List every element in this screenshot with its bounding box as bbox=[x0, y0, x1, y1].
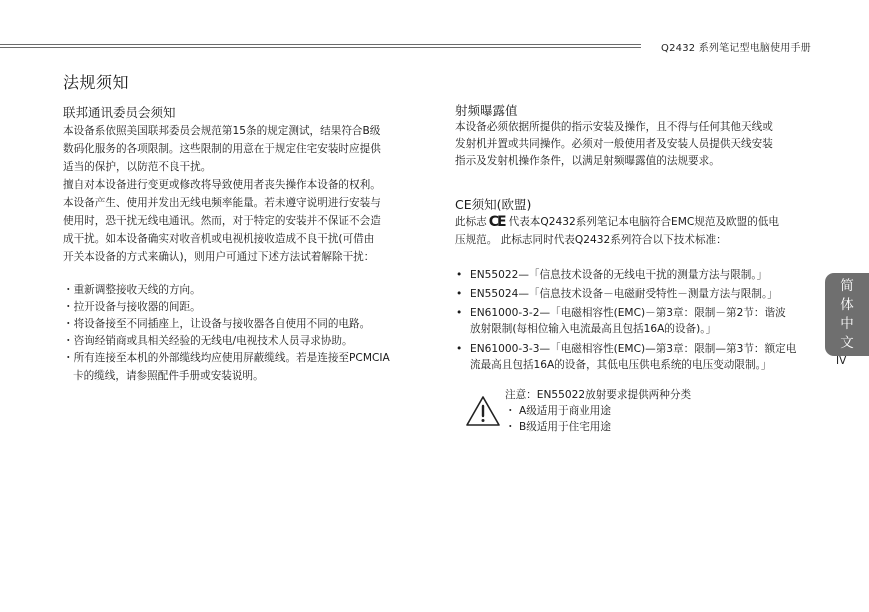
fcc-line: 擅自对本设备进行变更或修改将导致使用者丧失操作本设备的权利。 bbox=[63, 179, 381, 191]
page-title: 法规须知 bbox=[63, 73, 130, 92]
standard-item-cont: 放射限制(每相位输入电流最高且包括16A的设备)。」 bbox=[470, 323, 717, 335]
header-title: Q2432 系列笔记型电脑使用手册 bbox=[661, 43, 811, 54]
fcc-line: 成干扰。如本设备确实对收音机或电视机接收造成不良干扰(可借由 bbox=[63, 233, 375, 245]
fcc-bullet: ・所有连接至本机的外部缆线均应使用屏蔽缆线。若是连接至PCMCIA bbox=[63, 352, 390, 364]
language-tab-char: 体 bbox=[840, 297, 854, 313]
fcc-line: 本设备系依照美国联邦委员会规范第15条的规定测试，结果符合B级 bbox=[63, 125, 381, 137]
fcc-bullet: ・拉开设备与接收器的间距。 bbox=[63, 301, 201, 313]
bullet-icon: • bbox=[456, 288, 463, 300]
rf-heading: 射频曝露值 bbox=[455, 103, 518, 118]
standard-item: EN55022—「信息技术设备的无线电干扰的测量方法与限制。」 bbox=[470, 269, 768, 281]
page-number: IV bbox=[836, 355, 847, 367]
header-rule-bottom bbox=[0, 47, 641, 48]
standard-item: EN61000-3-3—「电磁相容性(EMC)—第3章：限制—第3节：额定电 bbox=[470, 343, 797, 355]
fcc-line: 开关本设备的方式来确认)，则用户可通过下述方法试着解除干扰： bbox=[63, 251, 375, 263]
ce-line-1-post: 代表本Q2432系列笔记本电脑符合EMC规范及欧盟的低电 bbox=[508, 216, 780, 228]
fcc-bullet: ・咨询经销商或具相关经验的无线电/电视技术人员寻求协助。 bbox=[63, 335, 353, 347]
standard-item: EN55024—「信息技术设备－电磁耐受特性－测量方法与限制。」 bbox=[470, 288, 778, 300]
language-tab-char: 中 bbox=[840, 316, 854, 332]
language-tab-char: 简 bbox=[840, 278, 854, 294]
note-title: 注意：EN55022放射要求提供两种分类 bbox=[505, 389, 692, 401]
fcc-line: 使用时，恐干扰无线电通讯。然而，对于特定的安装并不保证不会造 bbox=[63, 215, 381, 227]
fcc-heading: 联邦通讯委员会须知 bbox=[63, 105, 176, 120]
note-item: ・ A级适用于商业用途 bbox=[505, 405, 611, 417]
rf-line: 指示及发射机操作条件，以满足射频曝露值的法规要求。 bbox=[455, 155, 720, 167]
ce-line-1 bbox=[455, 213, 779, 231]
fcc-line: 适当的保护，以防范不良干扰。 bbox=[63, 161, 212, 173]
fcc-bullet: ・将设备接至不同插座上，让设备与接收器各自使用不同的电路。 bbox=[63, 318, 371, 330]
header-rule-top bbox=[0, 44, 641, 45]
rf-line: 本设备必须依据所提供的指示安装及操作，且不得与任何其他天线或 bbox=[455, 121, 773, 133]
bullet-icon: • bbox=[456, 269, 463, 281]
fcc-line: 本设备产生、使用并发出无线电频率能量。若未遵守说明进行安装与 bbox=[63, 197, 381, 209]
language-tab[interactable] bbox=[825, 273, 869, 356]
language-tab-char: 文 bbox=[840, 335, 854, 351]
warning-triangle-icon bbox=[465, 395, 501, 427]
fcc-line: 数码化服务的各项限制。这些限制的用意在于规定住宅安装时应提供 bbox=[63, 143, 381, 155]
rf-line: 发射机并置或共同操作。必须对一般使用者及安装人员提供天线安装 bbox=[455, 138, 773, 150]
note-item: ・ B级适用于住宅用途 bbox=[505, 421, 611, 433]
ce-line-2: 压规范。 此标志同时代表Q2432系列符合以下技术标准： bbox=[455, 234, 727, 246]
fcc-bullet: 卡的缆线，请参照配件手册或安装说明。 bbox=[73, 370, 264, 382]
ce-mark-icon: CE bbox=[488, 214, 505, 230]
bullet-icon: • bbox=[456, 343, 463, 355]
bullet-icon: • bbox=[456, 307, 463, 319]
fcc-bullet: ・重新调整接收天线的方向。 bbox=[63, 284, 201, 296]
standard-item: EN61000-3-2—「电磁相容性(EMC)－第3章：限制－第2节：谐波 bbox=[470, 307, 786, 319]
ce-heading: CE须知(欧盟) bbox=[455, 197, 532, 212]
ce-line-1-pre: 此标志 bbox=[455, 216, 487, 228]
standard-item-cont: 流最高且包括16A的设备，其低电压供电系统的电压变动限制。」 bbox=[470, 359, 772, 371]
